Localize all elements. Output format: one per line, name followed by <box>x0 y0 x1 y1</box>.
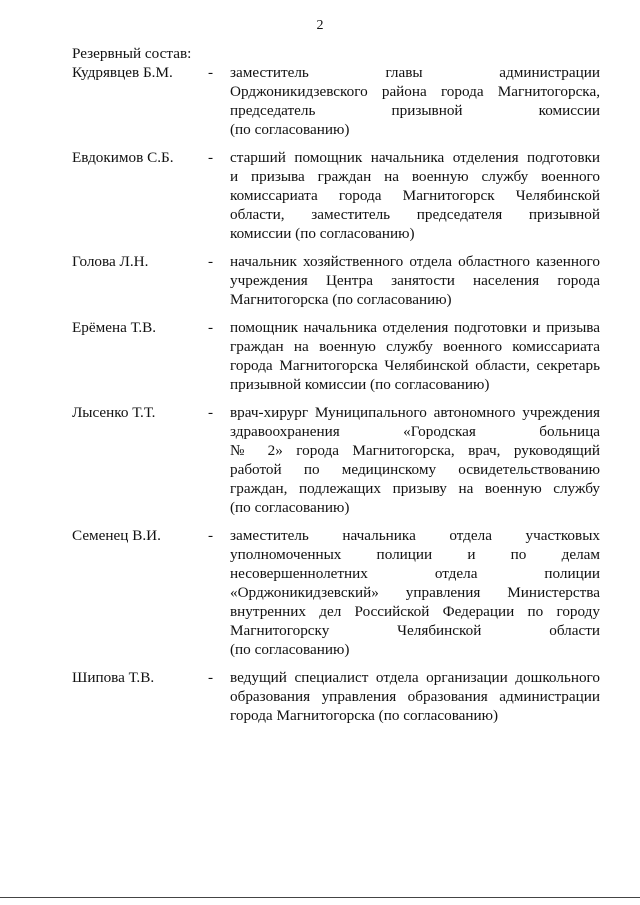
member-position-line: начальник хозяйственного отдела областного казенного <box>230 253 600 270</box>
member-position-line: здравоохранения «Городская больница <box>230 423 600 440</box>
member-position-line: (по согласованию) <box>230 499 350 516</box>
member-position-line: врач-хирург Муниципального автономного учреждения <box>230 404 600 421</box>
member-dash: - <box>208 149 214 166</box>
member-name: Лысенко Т.Т. <box>72 404 156 421</box>
member-position-line: уполномоченных полиции и по делам <box>230 546 600 563</box>
member-position-line: № 2» города Магнитогорска, врач, руководящий <box>230 442 600 459</box>
member-entry <box>72 318 600 394</box>
member-position-line: ведущий специалист отдела организации дошкольного <box>230 669 600 686</box>
member-position-line: образования управления образования администрации <box>230 688 600 705</box>
member-position <box>230 668 600 725</box>
member-position-line: граждан на военную службу военного комиссариата <box>230 338 600 355</box>
members-list <box>72 63 600 734</box>
member-name: Шипова Т.В. <box>72 669 155 686</box>
member-name: Евдокимов С.Б. <box>72 149 174 166</box>
member-position-line: заместитель начальника отдела участковых <box>230 527 600 544</box>
member-entry <box>72 252 600 309</box>
member-position-line: области, заместитель председателя призывной <box>230 206 600 223</box>
member-entry <box>72 526 600 659</box>
member-dash: - <box>208 527 214 544</box>
member-position-line: заместитель главы администрации <box>230 64 600 81</box>
member-position-line: города Магнитогорска (по согласованию) <box>230 707 499 724</box>
member-entry <box>72 668 600 725</box>
member-dash: - <box>208 404 214 421</box>
member-position-line: и призыва граждан на военную службу военного <box>230 168 600 185</box>
member-position <box>230 148 600 243</box>
member-position-line: комиссии (по согласованию) <box>230 225 415 242</box>
member-name: Кудрявцев Б.М. <box>72 64 173 81</box>
member-dash: - <box>208 669 214 686</box>
member-position-line: несовершеннолетних отдела полиции <box>230 565 600 582</box>
member-dash: - <box>208 64 214 81</box>
bottom-divider <box>0 897 640 898</box>
member-position-line: (по согласованию) <box>230 121 350 138</box>
member-entry <box>72 148 600 243</box>
member-position-line: внутренних дел Российской Федерации по городу <box>230 603 600 620</box>
member-position-line: председатель призывной комиссии <box>230 102 600 119</box>
member-dash: - <box>208 253 214 270</box>
member-position-line: «Орджоникидзевский» управления Министерства <box>230 584 600 601</box>
page-number: 2 <box>316 18 324 33</box>
member-position-line: граждан, подлежащих призыву на военную службу <box>230 480 600 497</box>
member-name: Ерёмена Т.В. <box>72 319 157 336</box>
member-position-line: комиссариата города Магнитогорск Челябинской <box>230 187 600 204</box>
reserve-composition-heading: Резервный состав: <box>72 45 192 62</box>
member-position <box>230 526 600 659</box>
member-name: Семенец В.И. <box>72 527 161 544</box>
member-name: Голова Л.Н. <box>72 253 149 270</box>
member-position-line: Магнитогорску Челябинской области <box>230 622 600 639</box>
member-position <box>230 63 600 139</box>
member-position-line: учреждения Центра занятости населения города <box>230 272 600 289</box>
member-position-line: старший помощник начальника отделения подготовки <box>230 149 600 166</box>
member-position-line: призывной комиссии (по согласованию) <box>230 376 490 393</box>
member-entry <box>72 403 600 517</box>
member-position-line: работой по медицинскому освидетельствованию <box>230 461 600 478</box>
member-position-line: (по согласованию) <box>230 641 350 658</box>
member-position-line: Магнитогорска (по согласованию) <box>230 291 452 308</box>
member-position <box>230 403 600 517</box>
member-dash: - <box>208 319 214 336</box>
member-entry <box>72 63 600 139</box>
member-position-line: города Магнитогорска Челябинской области, секретарь <box>230 357 600 374</box>
member-position-line: Орджоникидзевского района города Магнитогорска, <box>230 83 600 100</box>
member-position <box>230 252 600 309</box>
member-position <box>230 318 600 394</box>
member-position-line: помощник начальника отделения подготовки и призыва <box>230 319 600 336</box>
